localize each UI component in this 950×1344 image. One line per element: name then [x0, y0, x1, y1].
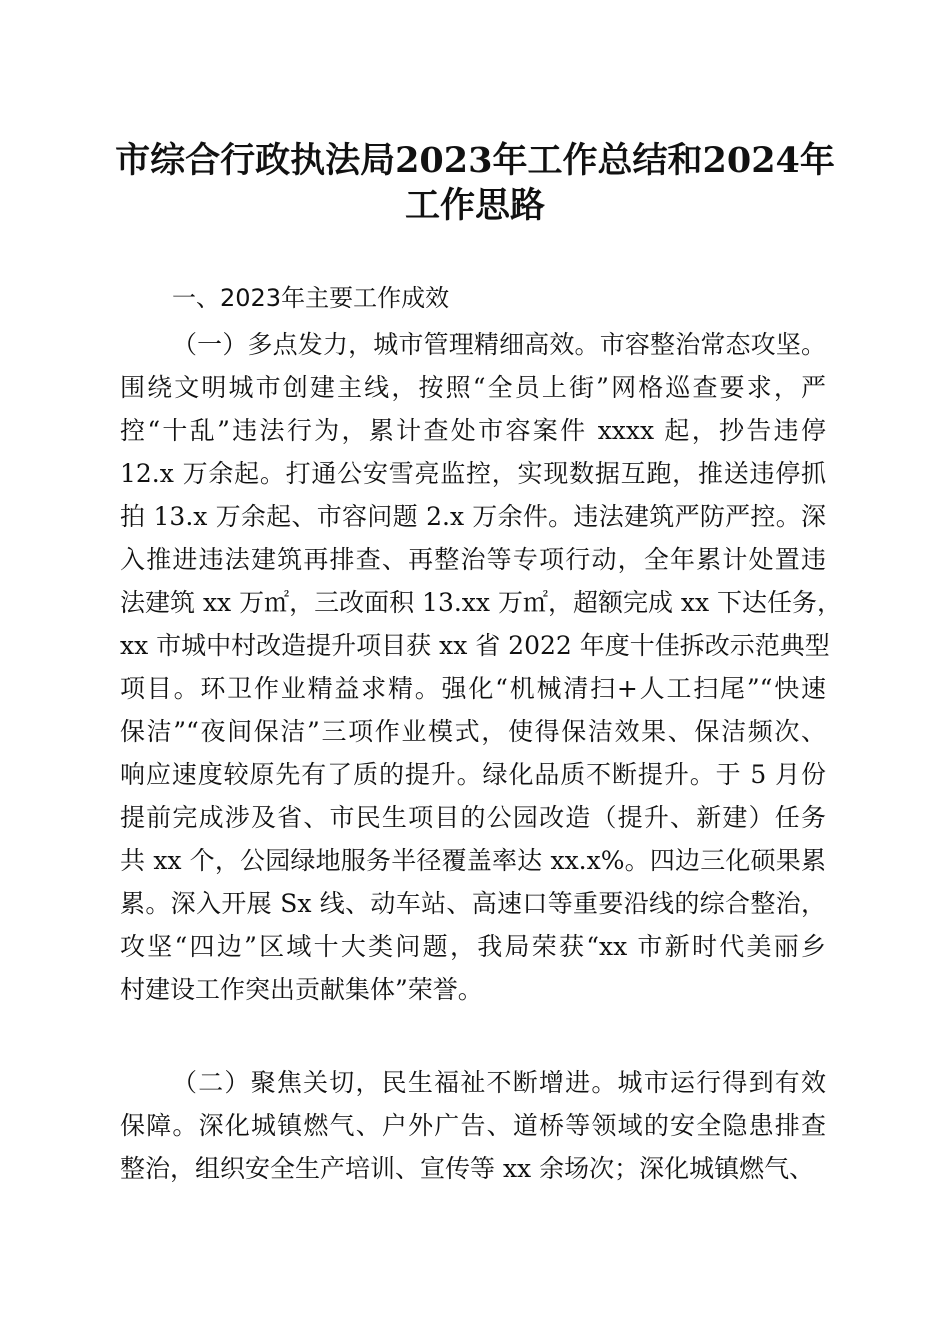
- paragraph-line: 入推进违法建筑再排查、再整治等专项行动，全年累计处置违: [120, 545, 826, 574]
- paragraph-1: [120, 323, 843, 1011]
- section-heading: 一、2023年主要工作成效: [172, 284, 450, 312]
- paragraph-line: 响应速度较原先有了质的提升。绿化品质不断提升。于 5 月份: [120, 760, 826, 789]
- paragraph-line: 保障。深化城镇燃气、户外广告、道桥等领域的安全隐患排查: [120, 1111, 826, 1140]
- paragraph-line: 村建设工作突出贡献集体”荣誉。: [120, 975, 483, 1004]
- paragraph-line: 整治，组织安全生产培训、宣传等 xx 余场次；深化城镇燃气、: [120, 1154, 815, 1183]
- paragraph-line: 控“十乱”违法行为，累计查处市容案件 xxxx 起，抄告违停: [120, 416, 826, 445]
- paragraph-line: xx 市城中村改造提升项目获 xx 省 2022 年度十佳拆改示范典型: [120, 631, 830, 660]
- paragraph-line: 攻坚“四边”区域十大类问题，我局荣获“xx 市新时代美丽乡: [120, 932, 826, 961]
- paragraph-line: （二）聚焦关切，民生福祉不断增进。城市运行得到有效: [172, 1068, 826, 1097]
- paragraph-line: 法建筑 xx 万㎡，三改面积 13.xx 万㎡，超额完成 xx 下达任务，: [120, 588, 843, 617]
- paragraph-line: （一）多点发力，城市管理精细高效。市容整治常态攻坚。: [172, 330, 826, 359]
- paragraph-line: 围绕文明城市创建主线，按照“全员上街”网格巡查要求，严: [120, 373, 826, 402]
- paragraph-line: 项目。环卫作业精益求精。强化“机械清扫+人工扫尾”“快速: [120, 674, 826, 703]
- paragraph-line: 12.x 万余起。打通公安雪亮监控，实现数据互跑，推送违停抓: [120, 459, 826, 488]
- document-title-line-2: 工作思路: [404, 185, 545, 226]
- document-title-line-1: 市综合行政执法局2023年工作总结和2024年: [115, 140, 835, 181]
- paragraph-line: 拍 13.x 万余起、市容问题 2.x 万余件。违法建筑严防严控。深: [120, 502, 826, 531]
- paragraph-line: 共 xx 个，公园绿地服务半径覆盖率达 xx.x%。四边三化硕果累: [120, 846, 826, 875]
- paragraph-line: 保洁”“夜间保洁”三项作业模式，使得保洁效果、保洁频次、: [120, 717, 826, 746]
- paragraph-line: 提前完成涉及省、市民生项目的公园改造（提升、新建）任务: [120, 803, 826, 832]
- paragraph-2: [120, 1061, 826, 1190]
- paragraph-line: 累。深入开展 Sx 线、动车站、高速口等重要沿线的综合整治，: [120, 889, 826, 918]
